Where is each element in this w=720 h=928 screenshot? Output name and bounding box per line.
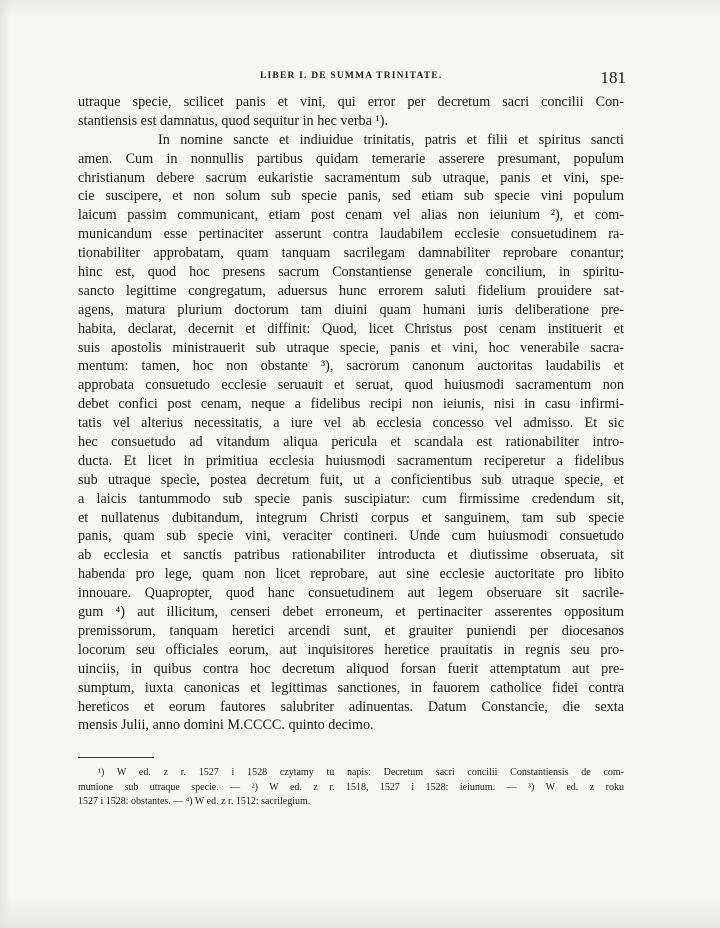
text-line: habenda pro lege, quam non licet reprobare, aut sine ecclesie auctoritate pro libito [78,566,624,583]
text-line: hinc est, quod hoc presens sacrum Constantiense generale concilium, in spiritu- [78,264,624,281]
text-line: tionabiliter approbatam, quam tanquam sacrilegam damnabiliter reprobare conantur; [78,245,624,262]
text-line: municandum esse pertinaciter asserunt contra laudabilem ecclesie consuetudinem ra- [78,226,624,243]
text-line: hereticos et eorum fautores salubriter adinuentas. Datum Constancie, die sexta [78,698,624,715]
text-line: premissorum, tanquam heretici arcendi sunt, et grauiter puniendi per diocesanos [78,622,624,639]
text-line: cie suscipere, et non solum sub specie panis, sed etiam sub specie vini populum [78,188,624,205]
footnote-line: munione sub utraque specie. — ²) W ed. z r. 1518, 1527 i 1528: ieiunum. — ³) W ed. z roku [78,781,624,793]
text-line: hec consuetudo ad vitandum aliqua pericula et scandala est rationabiliter intro- [78,434,624,451]
scan-edge-top [0,0,720,18]
text-line: ducta. Et licet in primitiua ecclesia huiusmodi sacramentum reciperetur a fidelibus [78,452,624,469]
text-line: panis, quam sub specie vini, veraciter contineri. Unde cum huiusmodi consuetudo [78,528,624,545]
text-line: sancto legittime congregatum, aduersus hunc errorem saluti fidelium prouidere sat- [78,282,624,299]
text-line: debet confici post cenam, neque a fidelibus recipi non ieiunis, nisi in casu infirmi- [78,396,624,413]
text-line: laicum passim communicant, etiam post cenam vel alias non ieiunium ²), et com- [78,207,624,224]
scan-edge-bottom [0,898,720,928]
footnote-line: ¹) W ed. z r. 1527 i 1528 czytamy tu napis: Decretum sacri concilii Constantiensis de com- [98,767,624,778]
text-line: uinciis, in quibus contra hoc decretum aliquod forsan fuerit attemptatum aut pre- [78,660,624,677]
text-line: approbata consuetudo ecclesie seruauit et seruat, quod huiusmodi sacramentum non [78,377,624,394]
text-line: locorum seu officiales eorum, aut inquisitores heretice prauitatis in regnis seu pro- [78,641,624,658]
text-line: agens, matura plurium doctorum tam diuini quam humani iuris deliberatione pre- [78,301,624,318]
footnote-divider [78,757,154,758]
text-line: ab ecclesia et sanctis patribus rationabiliter introducta et diutissime obseruata, sit [78,547,624,564]
text-line: suis apostolis ministrauerit sub utraque specie, panis et vini, hoc venerabile sacra- [78,339,624,356]
text-line: amen. Cum in nonnullis partibus quidam temerarie asserere presumant, populum [78,150,624,167]
running-head: LIBER I. DE SUMMA TRINITATE. [260,71,443,81]
footnotes [78,766,624,810]
text-line: In nomine sancte et indiuidue trinitatis, patris et filii et spiritus sancti [158,131,624,148]
text-line: tatis vel alterius necessitatis, a iure vel ab ecclesia concesso vel admisso. Et sic [78,415,624,432]
text-line: christianum debere sacrum eukaristie sacramentum sub utraque, panis et vini, spe- [78,169,624,186]
page-header [80,68,626,92]
footnote-line: 1527 i 1528: obstantes. — ⁴) W ed. z r. 1512: sacrilegium. [78,796,311,807]
page-number: 181 [600,68,626,87]
text-line: gum ⁴) aut illicitum, censeri debet erroneum, et pertinaciter asserentes oppositum [78,604,624,621]
text-line: utraque specie, scilicet panis et vini, qui error per decretum sacri concilii Con- [78,94,624,110]
text-line: et nullatenus dubitandum, integrum Christi corpus et sanguinem, tam sub specie [78,509,624,526]
text-line: a laicis tantummodo sub specie panis suscipiatur: cum firmissime credendum sit, [78,490,624,507]
text-line: stantiensis est damnatus, quod sequitur in hec verba ¹). [78,112,389,129]
text-line: habita, declarat, decernit et diffinit: Quod, licet Christus post cenam instituerit et [78,320,624,337]
text-line: innouare. Quapropter, quod hanc consuetudinem aut legem obseruare sit sacrile- [78,585,624,602]
scan-edge-left [0,0,10,928]
text-line: sumptum, iuxta canonicas et legittimas sanctiones, in fauorem catholice fidei contra [78,679,624,696]
text-line: mentum: tamen, hoc non obstante ³), sacrorum canonum auctoritas laudabilis et [78,358,624,375]
text-line: sub utraque specie, postea decretum fuit, ut a conficientibus sub utraque specie, et [78,471,624,488]
text-line: mensis Julii, anno domini M.CCCC. quinto decimo. [78,717,374,734]
body-text [78,93,624,735]
